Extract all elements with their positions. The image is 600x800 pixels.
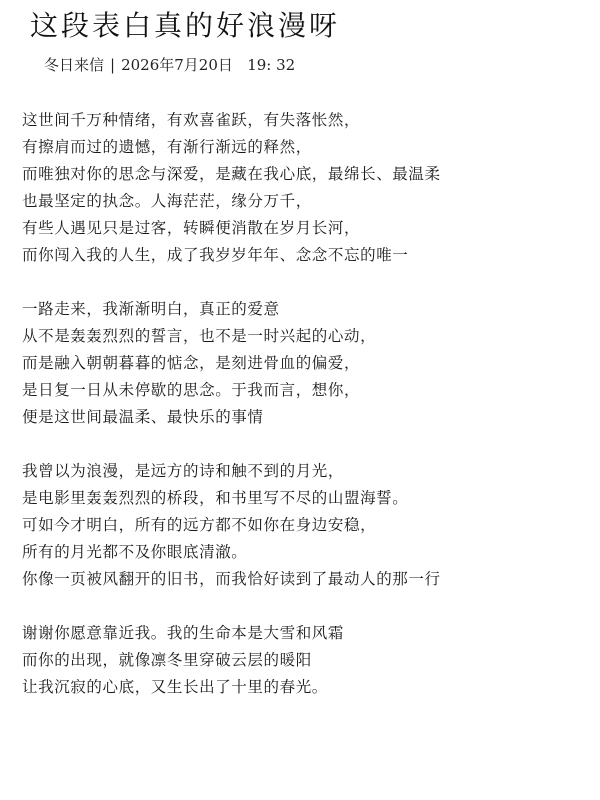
- text-line: 从不是轰轰烈烈的誓言，也不是一时兴起的心动，: [22, 327, 377, 345]
- text-line: 有擦肩而过的遗憾，有渐行渐远的释然，: [22, 138, 312, 156]
- paragraph: [22, 620, 582, 701]
- text-line: 是日复一日从未停歇的思念。于我而言，想你，: [22, 381, 361, 399]
- text-line: 所有的月光都不及你眼底清澈。: [22, 543, 248, 561]
- text-line: 有些人遇见只是过客，转瞬便消散在岁月长河，: [22, 219, 361, 237]
- paragraph: [22, 296, 582, 431]
- post-date: 2026年7月20日: [121, 56, 233, 74]
- text-line: 便是这世间最温柔、最快乐的事情: [22, 408, 264, 426]
- paragraph: [22, 458, 582, 593]
- author-name: 冬日来信: [44, 56, 105, 74]
- text-line: 你像一页被风翻开的旧书，而我恰好读到了最动人的那一行: [22, 570, 441, 588]
- post-meta: [44, 54, 295, 76]
- text-line: 谢谢你愿意靠近我。我的生命本是大雪和风霜: [22, 624, 345, 642]
- paragraph: [22, 107, 582, 269]
- text-line: 而唯独对你的思念与深爱，是藏在我心底，最绵长、最温柔: [22, 165, 441, 183]
- text-line: 让我沉寂的心底，又生长出了十里的春光。: [22, 678, 328, 696]
- text-line: 也最坚定的执念。人海茫茫，缘分万千，: [22, 192, 312, 210]
- post-body: [22, 107, 582, 728]
- text-line: 我曾以为浪漫，是远方的诗和触不到的月光，: [22, 462, 345, 480]
- meta-separator: |: [110, 56, 116, 74]
- text-line: 这世间千万种情绪，有欢喜雀跃，有失落怅然，: [22, 111, 361, 129]
- text-line: 而你闯入我的人生，成了我岁岁年年、念念不忘的唯一: [22, 246, 409, 264]
- text-line: 可如今才明白，所有的远方都不如你在身边安稳，: [22, 516, 377, 534]
- post-title: 这段表白真的好浪漫呀: [30, 9, 341, 42]
- text-line: 而是融入朝朝暮暮的惦念，是刻进骨血的偏爱，: [22, 354, 361, 372]
- text-line: 是电影里轰轰烈烈的桥段，和书里写不尽的山盟海誓。: [22, 489, 409, 507]
- post-time: 19: 32: [247, 56, 296, 74]
- text-line: 一路走来，我渐渐明白，真正的爱意: [22, 300, 280, 318]
- text-line: 而你的出现，就像凛冬里穿破云层的暖阳: [22, 651, 312, 669]
